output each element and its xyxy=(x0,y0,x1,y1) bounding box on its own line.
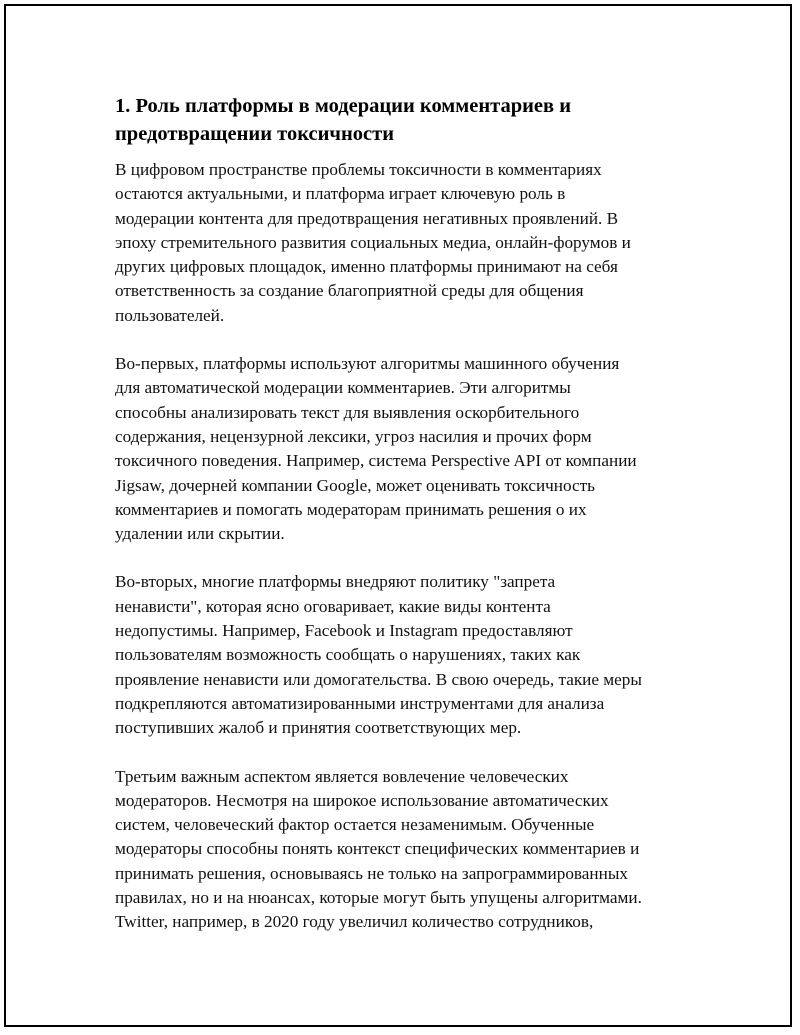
paragraph-intro xyxy=(115,158,697,328)
text-line: Во-вторых, многие платформы внедряют политику "запрета xyxy=(115,572,556,592)
text-line: ненависти", которая ясно оговаривает, какие виды контента xyxy=(115,596,551,616)
text-line: поступивших жалоб и принятия соответствующих мер. xyxy=(115,718,522,738)
text-line: подкрепляются автоматизированными инструментами для анализа xyxy=(115,693,605,713)
text-line: правилах, но и на нюансах, которые могут быть упущены алгоритмами. xyxy=(115,888,642,908)
text-line: удалении или скрытии. xyxy=(115,524,285,544)
text-line: принимать решения, основываясь не только на запрограммированных xyxy=(115,863,628,883)
text-line: комментариев и помогать модераторам принимать решения о их xyxy=(115,499,587,519)
text-line: эпоху стремительного развития социальных медиа, онлайн-форумов и xyxy=(115,232,631,252)
section-heading xyxy=(115,92,697,148)
text-line: содержания, нецензурной лексики, угроз насилия и прочих форм xyxy=(115,426,592,446)
paragraph-algorithms xyxy=(115,352,697,546)
heading-line: предотвращении токсичности xyxy=(115,123,395,145)
document-body xyxy=(115,92,697,959)
text-line: других цифровых площадок, именно платформы принимают на себя xyxy=(115,257,618,277)
text-line: Twitter, например, в 2020 году увеличил количество сотрудников, xyxy=(115,912,594,932)
text-line: способны анализировать текст для выявления оскорбительного xyxy=(115,402,580,422)
text-line: систем, человеческий фактор остается незаменимым. Обученные xyxy=(115,815,595,835)
heading-line: 1. Роль платформы в модерации комментариев и xyxy=(115,95,572,117)
text-line: модерации контента для предотвращения негативных проявлений. В xyxy=(115,208,619,228)
text-line: остаются актуальными, и платформа играет ключевую роль в xyxy=(115,184,566,204)
paragraph-human-moderators xyxy=(115,765,697,935)
text-line: недопустимы. Например, Facebook и Instagram предоставляют xyxy=(115,621,573,641)
text-line: Jigsaw, дочерней компании Google, может оценивать токсичность xyxy=(115,475,596,495)
text-line: модераторы способны понять контекст специфических комментариев и xyxy=(115,839,640,859)
text-line: Во-первых, платформы используют алгоритмы машинного обучения xyxy=(115,354,620,374)
text-line: модераторов. Несмотря на широкое использование автоматических xyxy=(115,790,609,810)
text-line: ответственность за создание благоприятной среды для общения xyxy=(115,281,584,301)
text-line: пользователям возможность сообщать о нарушениях, таких как xyxy=(115,645,581,665)
text-line: пользователей. xyxy=(115,305,225,325)
text-line: Третьим важным аспектом является вовлечение человеческих xyxy=(115,766,569,786)
text-line: для автоматической модерации комментариев. Эти алгоритмы xyxy=(115,378,571,398)
text-line: проявление ненависти или домогательства. В свою очередь, такие меры xyxy=(115,669,642,689)
text-line: В цифровом пространстве проблемы токсичности в комментариях xyxy=(115,160,602,179)
paragraph-hate-policy xyxy=(115,570,697,740)
text-line: токсичного поведения. Например, система Perspective API от компании xyxy=(115,451,637,471)
